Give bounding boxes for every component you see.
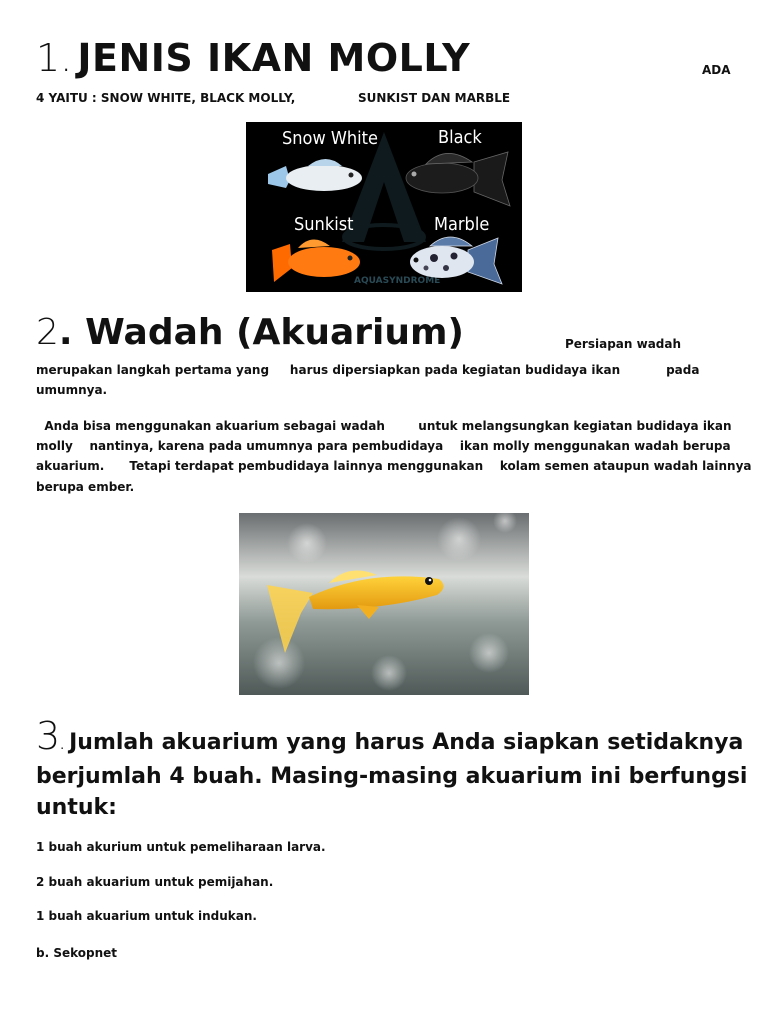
molly-types-illustration — [246, 122, 522, 292]
golden-molly-illustration — [239, 513, 529, 695]
section1-subtitle-left: 4 YAITU : SNOW WHITE, BLACK MOLLY, — [36, 91, 296, 105]
watermark-text: AQUASYNDROME — [354, 276, 441, 286]
watermark-logo — [342, 132, 426, 249]
black-molly-fish — [406, 152, 510, 206]
aquarium-list-item: 1 buah akuarium untuk indukan. — [36, 909, 257, 923]
section1-heading — [36, 36, 470, 84]
section2-title: . Wadah (Akuarium) — [58, 312, 464, 353]
sekopnet-item: b. Sekopnet — [36, 946, 118, 960]
aquarium-list-item: 1 buah akurium untuk pemeliharaan larva. — [36, 840, 326, 854]
section1-number: 1. — [36, 36, 73, 80]
section2-paragraph2-line1: Anda bisa menggunakan akuarium sebagai wadah untuk melangsungkan kegiatan budidaya ikan — [36, 419, 732, 433]
label-sunkist: Sunkist — [294, 214, 354, 235]
section2-paragraph1-line1: merupakan langkah pertama yang harus dipersiapkan pada kegiatan budidaya ikan pada — [36, 363, 700, 377]
aquarium-list-item: 2 buah akuarium untuk pemijahan. — [36, 875, 274, 889]
sunkist-fish — [272, 239, 360, 282]
section2-paragraph2-line4: berupa ember. — [36, 480, 135, 494]
section2-heading — [36, 312, 464, 358]
label-marble: Marble — [434, 214, 490, 235]
section2-number: 2 — [36, 312, 59, 353]
section3-heading-line2: berjumlah 4 buah. Masing-masing akuarium ini berfungsi — [36, 764, 748, 789]
snow-white-fish — [268, 159, 362, 191]
section1-title: JENIS IKAN MOLLY — [77, 36, 471, 80]
molly-types-image — [246, 122, 522, 292]
section3-number: 3 — [36, 714, 61, 758]
section1-subtitle-right: SUNKIST DAN MARBLE — [358, 91, 511, 105]
golden-molly-photo — [239, 513, 529, 695]
label-snow-white: Snow White — [282, 128, 378, 149]
section3-heading-line3: untuk: — [36, 795, 117, 820]
label-black: Black — [438, 127, 482, 148]
section1-trailing-text: ADA — [702, 63, 731, 77]
section2-paragraph2-line2: molly nantinya, karena pada umumnya para pembudidaya ikan molly menggunakan wadah berupa — [36, 439, 731, 453]
section2-lead-text: Persiapan wadah — [565, 337, 682, 351]
section2-paragraph2-line3: akuarium. Tetapi terdapat pembudidaya lainnya menggunakan kolam semen ataupun wadah lainnya — [36, 459, 752, 473]
section3-heading-text-1: Jumlah akuarium yang harus Anda siapkan setidaknya — [69, 730, 744, 755]
section3-dot: . — [60, 738, 65, 752]
section2-paragraph1-line2: umumnya. — [36, 383, 108, 397]
section3-heading-line1 — [36, 714, 743, 758]
